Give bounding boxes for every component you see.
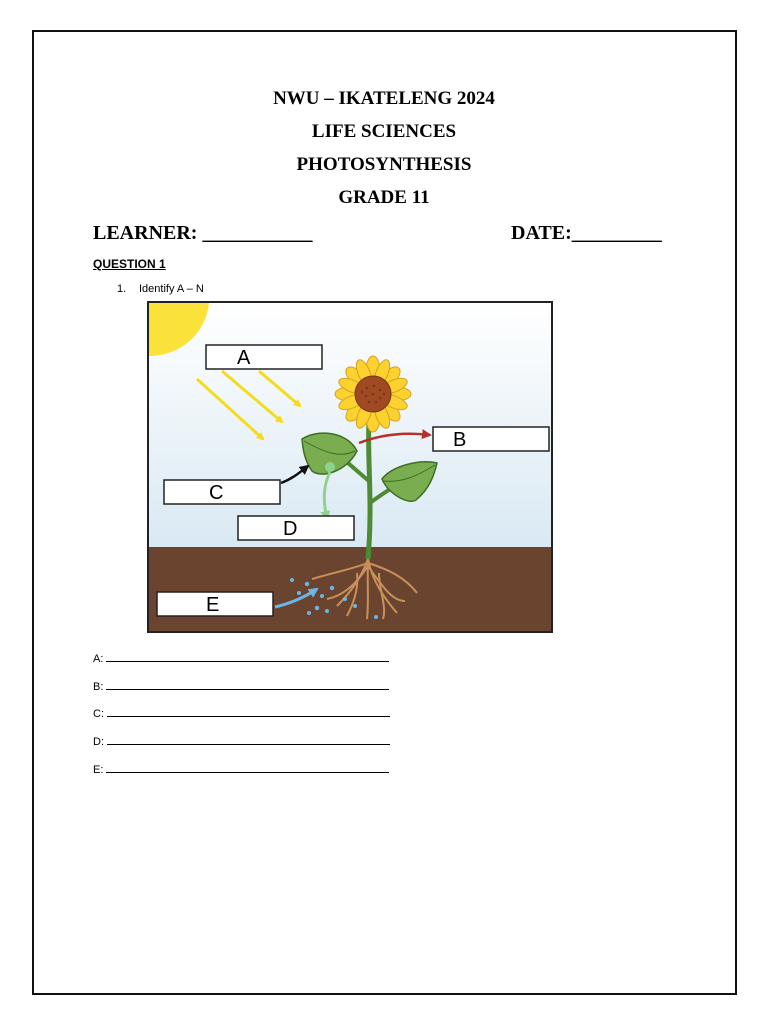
sky-background [147, 301, 553, 548]
question-title: QUESTION 1 [93, 257, 166, 271]
label-d: D [283, 518, 298, 540]
answer-blank-e[interactable] [106, 762, 389, 773]
label-c: C [209, 482, 224, 504]
answer-line-d[interactable] [93, 734, 390, 748]
question-item-number: 1. [117, 283, 127, 295]
answer-blank-b[interactable] [106, 679, 389, 690]
answer-label-c: C: [93, 708, 104, 720]
header-line-1: NWU – IKATELENG 2024 [273, 88, 495, 109]
label-b: B [453, 429, 467, 451]
label-box-b [433, 427, 549, 451]
answer-label-e: E: [93, 764, 104, 776]
answer-line-c[interactable] [93, 706, 390, 720]
answer-line-b[interactable] [93, 679, 389, 693]
learner-field: LEARNER: ___________ [93, 222, 313, 244]
photosynthesis-diagram [147, 301, 553, 633]
answer-blank-d[interactable] [107, 734, 390, 745]
answer-label-d: D: [93, 736, 104, 748]
label-box-c [164, 480, 280, 504]
label-box-a [206, 345, 322, 369]
header-line-2: LIFE SCIENCES [311, 121, 457, 142]
answer-blank-c[interactable] [107, 706, 390, 717]
label-box-e [157, 592, 273, 616]
answer-line-e[interactable] [93, 762, 389, 776]
header-line-3: PHOTOSYNTHESIS [296, 154, 472, 175]
glucose-dot-icon [325, 462, 335, 472]
label-box-d [238, 516, 354, 540]
answer-label-a: A: [93, 653, 104, 665]
question-item [117, 283, 204, 295]
label-e: E [206, 594, 220, 616]
question-item-text: Identify A – N [139, 283, 204, 295]
date-field: DATE:_________ [511, 222, 662, 244]
answer-label-b: B: [93, 681, 104, 693]
answer-blank-a[interactable] [106, 651, 389, 662]
label-a: A [237, 347, 251, 369]
header-line-4: GRADE 11 [338, 187, 430, 208]
answer-line-a[interactable] [93, 651, 389, 665]
